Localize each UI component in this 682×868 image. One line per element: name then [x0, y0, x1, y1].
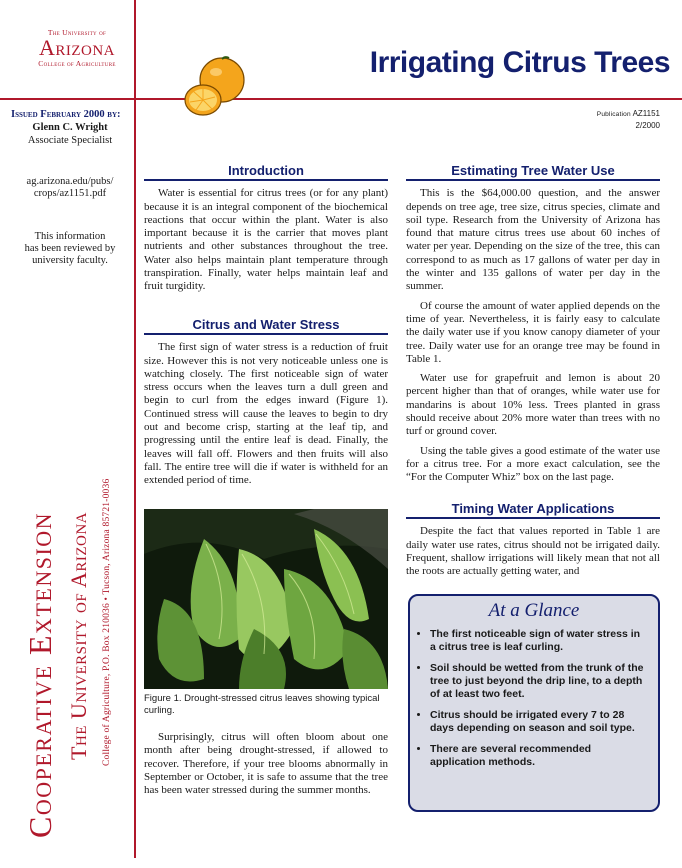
figure-1-photo	[144, 509, 388, 689]
logo-line-1: The University of	[47, 28, 107, 37]
publication-url[interactable]: ag.arizona.edu/pubs/ crops/az1151.pdf	[26, 176, 114, 199]
estimating-paragraph-1: This is the $64,000.00 question, and the answer depends on tree age, tree size, citrus species, climate and soil type. Research from the University of Arizona has found that mature citrus trees use about 60 inches of water per year. Depending on the size of the tree, this can correspond to as much as 17 gallons of water per day in the winter and 135 gallons of water per day in the summer.	[406, 187, 660, 293]
publication-label: Publication	[596, 111, 631, 118]
bloom-section	[144, 731, 388, 803]
at-a-glance-box	[408, 594, 660, 812]
issued-label: Issued February 2000 by:	[11, 109, 121, 120]
introduction-section	[144, 164, 388, 300]
bloom-paragraph: Surprisingly, citrus will often bloom about one month after being drought-stressed, if allowed to recover. Therefore, if your tree blooms abnormally in September or October, it is safe to assume that the tree has been water stressed during the summer months.	[144, 731, 388, 797]
figure-1-caption: Figure 1. Drought-stressed citrus leaves showing typical curling.	[144, 693, 380, 716]
timing-section	[406, 502, 660, 584]
introduction-paragraph: Water is essential for citrus trees (or for any plant) because it is an integral component of the biochemical reactions that occur within the plant. Water is also important because it is the carrier that moves plant nutrients and other substances throughout the tree. Water also helps maintain plant temperature through transpiration. Finally, water helps maintain leaf and fruit turgidity.	[144, 187, 388, 293]
publication-date: 2/2000	[635, 121, 660, 130]
review-note: This information has been reviewed by university faculty.	[24, 231, 116, 266]
publication-info	[560, 108, 660, 131]
address-vertical: College of Agriculture, P.O. Box 210036 • Tucson, Arizona 85721-0036	[102, 478, 112, 766]
estimating-section	[406, 164, 660, 491]
estimating-paragraph-3: Water use for grapefruit and lemon is about 20 percent higher than that of oranges, while water use for mandarins is about 10% less. Trees planted in grass should receive about 20% more water than trees with no turf or ground cover.	[406, 372, 660, 438]
at-a-glance-list	[410, 628, 658, 769]
estimating-paragraph-4: Using the table gives a good estimate of the water use for a citrus tree. For a more exact calculation, see the “For the Computer Whiz” box on the last page.	[406, 444, 660, 484]
estimating-paragraph-2: Of course the amount of water applied depends on the time of year. Nevertheless, it is fairly easy to calculate the daily water use if you know canopy diameter of your tree. Daily water use for an orange tree may be found in Table 1.	[406, 299, 660, 365]
at-a-glance-title: At a Glance	[488, 600, 580, 621]
author-name: Glenn C. Wright	[32, 122, 108, 133]
introduction-heading: Introduction	[144, 164, 388, 181]
timing-paragraph: Despite the fact that values reported in Table 1 are daily water use rates, citrus should not be irrigated daily. Frequent, shallow irrigations will likely mean that not all the roots are actually getting water, and	[406, 525, 660, 578]
logo-wordmark: Arizona	[38, 35, 116, 60]
timing-heading: Timing Water Applications	[406, 502, 660, 519]
cooperative-extension-vertical: Cooperative Extension	[22, 511, 58, 838]
issued-block	[8, 108, 132, 147]
list-item: • Soil should be wetted from the trunk of the tree to just beyond the drip line, to a depth of at least two feet.	[430, 662, 648, 701]
list-item: • Citrus should be irrigated every 7 to 28 days depending on season and soil type.	[430, 709, 648, 735]
estimating-heading: Estimating Tree Water Use	[406, 164, 660, 181]
water-stress-section	[144, 318, 388, 494]
list-item: • There are several recommended application methods.	[430, 743, 648, 769]
horizontal-rule	[0, 98, 682, 100]
university-logo	[22, 28, 132, 68]
citrus-leaves-image	[144, 509, 388, 689]
list-item: • The first noticeable sign of water stress in a citrus tree is leaf curling.	[430, 628, 648, 654]
logo-line-3: College of Agriculture	[38, 59, 116, 68]
publication-id: AZ1151	[632, 109, 660, 118]
water-stress-paragraph: The first sign of water stress is a reduction of fruit size. However this is not very noticeable unless one is watching closely. The first noticeable sign of water stress occurs when the leaves turn a dull green and begin to curl from the edges inward (Figure 1). Continued stress will cause the leaves to begin to dry out and become crisp, starting at the leaf tip, and progressing until the entire leaf is dead. Finally, the leaves will fall off. Flowers and then fruits will also fall. The entire tree will die if water is withheld for an extended period of time.	[144, 341, 388, 487]
water-stress-heading: Citrus and Water Stress	[144, 318, 388, 335]
page-title: Irrigating Citrus Trees	[369, 46, 670, 79]
vertical-rule	[134, 0, 136, 858]
university-vertical: The University of Arizona	[66, 512, 91, 760]
orange-illustration-icon	[182, 56, 248, 118]
author-title: Associate Specialist	[27, 135, 113, 146]
